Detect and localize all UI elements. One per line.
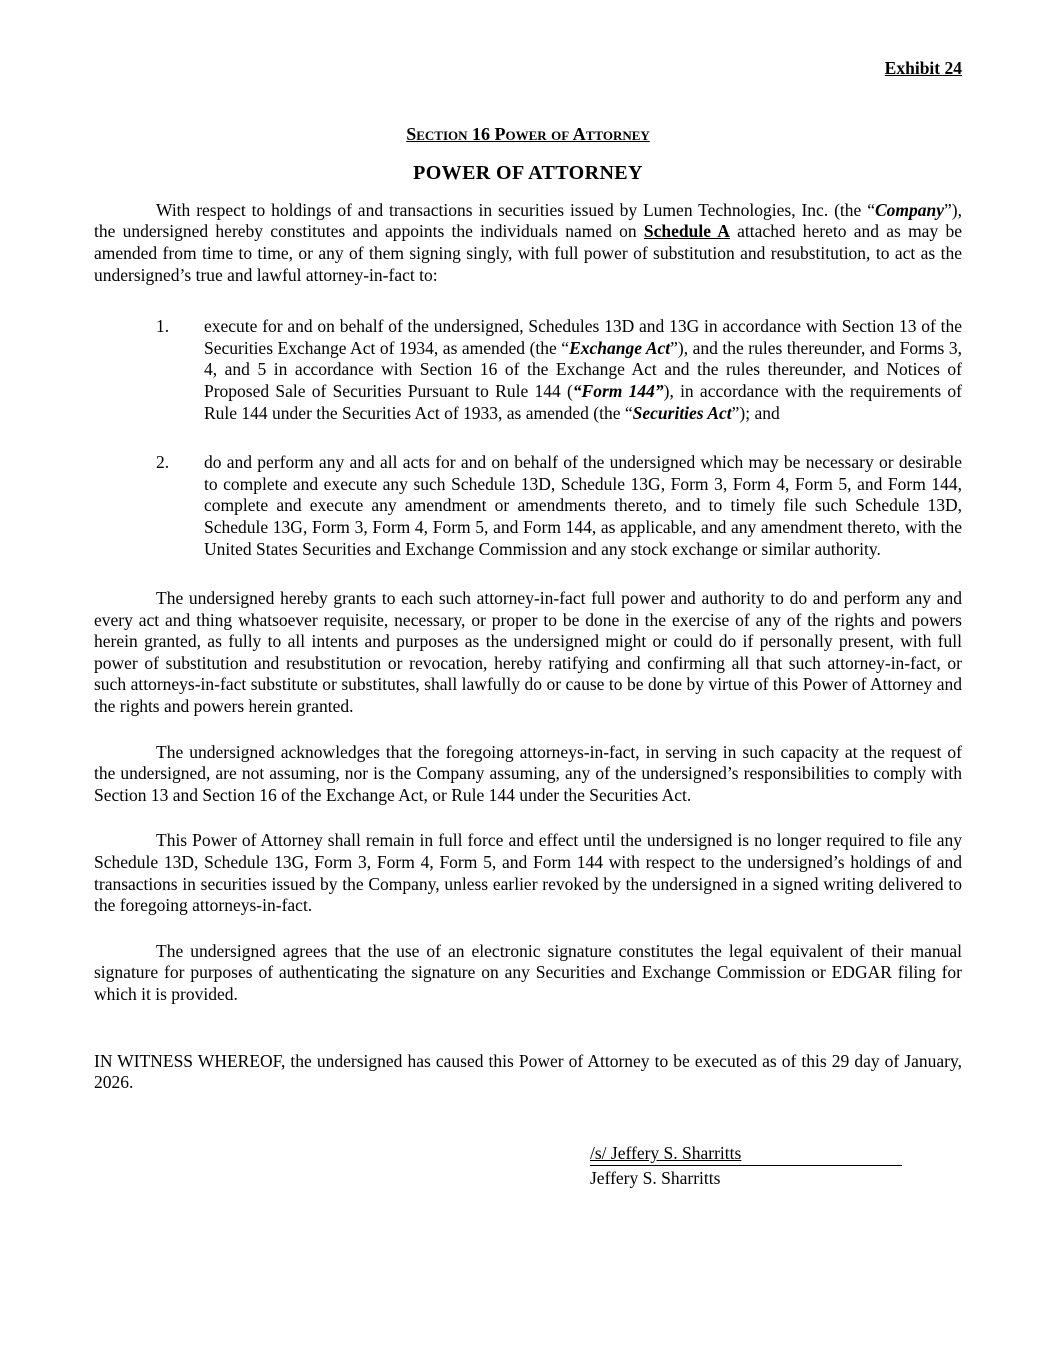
securities-act-defined-term: Securities Act	[632, 402, 732, 423]
item1-text-2: ”), and the rules thereunder, and Forms 3, 4, and 5 in accordance with Section 16 of the Exchange Act and the rules thereunder, and Notices of Proposed Sale of Securities Pursuant to Rule 144 (	[204, 337, 962, 401]
form-144-defined-term: “Form 144”	[572, 380, 664, 401]
list-item-1-number: 1.	[156, 316, 170, 337]
section-heading: Section 16 Power of Attorney	[406, 123, 650, 144]
witness-paragraph: IN WITNESS WHEREOF, the undersigned has caused this Power of Attorney to be executed as of this 29 day of January, 2026.	[94, 1050, 962, 1093]
esignature-paragraph: The undersigned agrees that the use of an electronic signature constitutes the legal equivalent of their manual signature for purposes of authenticating the signature on any Securities and Exchange Commission or EDGAR filing for which it is provided.	[94, 940, 962, 1004]
intro-text-3: attached hereto and as may be amended from time to time, or any of them signing singly, with full power of substitution and resubstitution, to act as the undersigned’s true and lawful attorney-in-fact to:	[94, 221, 962, 285]
item1-text-4: ”); and	[731, 402, 780, 423]
intro-paragraph	[94, 200, 962, 286]
document-title: POWER OF ATTORNEY	[413, 162, 643, 185]
list-item-1	[156, 316, 962, 424]
list-item-2-number: 2.	[156, 452, 170, 473]
schedule-a-reference: Schedule A	[643, 221, 730, 242]
grant-paragraph: The undersigned hereby grants to each such attorney-in-fact full power and authority to do and perform any and every act and thing whatsoever requisite, necessary, or proper to be done in the exercise of any of the rights and powers herein granted, as fully to all intents and purposes as the undersigned might or could do if personally present, with full power of substitution and resubstitution or revocation, hereby ratifying and confirming all that such attorney-in-fact, or such attorneys-in-fact substitute or substitutes, shall lawfully do or cause to be done by virtue of this Power of Attorney and the rights and powers herein granted.	[94, 588, 962, 717]
list-item-1-text	[204, 316, 962, 424]
list-item-2-text: do and perform any and all acts for and on behalf of the undersigned which may be necessary or desirable to complete and execute any such Schedule 13D, Schedule 13G, Form 3, Form 4, Form 5, and Form 144, complete and execute any amendment or amendments thereto, and to timely file such Schedule 13D, Schedule 13G, Form 3, Form 4, Form 5, and Form 144, as applicable, and any amendment thereto, with the United States Securities and Exchange Commission and any stock exchange or similar authority.	[204, 452, 962, 559]
intro-text-2: ”), the undersigned hereby constitutes and appoints the individuals named on	[94, 199, 962, 242]
company-defined-term: Company	[874, 199, 945, 220]
signature-line: /s/ Jeffery S. Sharritts	[590, 1142, 902, 1166]
exchange-act-defined-term: Exchange Act	[569, 337, 671, 358]
item1-text-1: execute for and on behalf of the undersigned, Schedules 13D and 13G in accordance with Section 13 of the Securities Exchange Act of 1934, as amended (the “	[204, 316, 962, 358]
exhibit-label: Exhibit 24	[884, 58, 962, 78]
list-item-2	[156, 452, 962, 560]
signature-name: Jeffery S. Sharritts	[590, 1167, 721, 1188]
duration-paragraph: This Power of Attorney shall remain in full force and effect until the undersigned is no longer required to file any Schedule 13D, Schedule 13G, Form 3, Form 4, Form 5, and Form 144 with respect to the undersigned’s holdings of and transactions in securities issued by the Company, unless earlier revoked by the undersigned in a signed writing delivered to the foregoing attorneys-in-fact.	[94, 830, 962, 916]
item1-text-3: ), in accordance with the requirements of Rule 144 under the Securities Act of 1933, as amended (the “	[204, 380, 962, 423]
intro-text-1: With respect to holdings of and transactions in securities issued by Lumen Technologies, Inc. (the “	[156, 199, 875, 220]
signature-block	[590, 1142, 962, 1191]
acknowledge-paragraph: The undersigned acknowledges that the foregoing attorneys-in-fact, in serving in such capacity at the request of the undersigned, are not assuming, nor is the Company assuming, any of the undersigned’s responsibilities to comply with Section 13 and Section 16 of the Exchange Act, or Rule 144 under the Securities Act.	[94, 741, 962, 805]
